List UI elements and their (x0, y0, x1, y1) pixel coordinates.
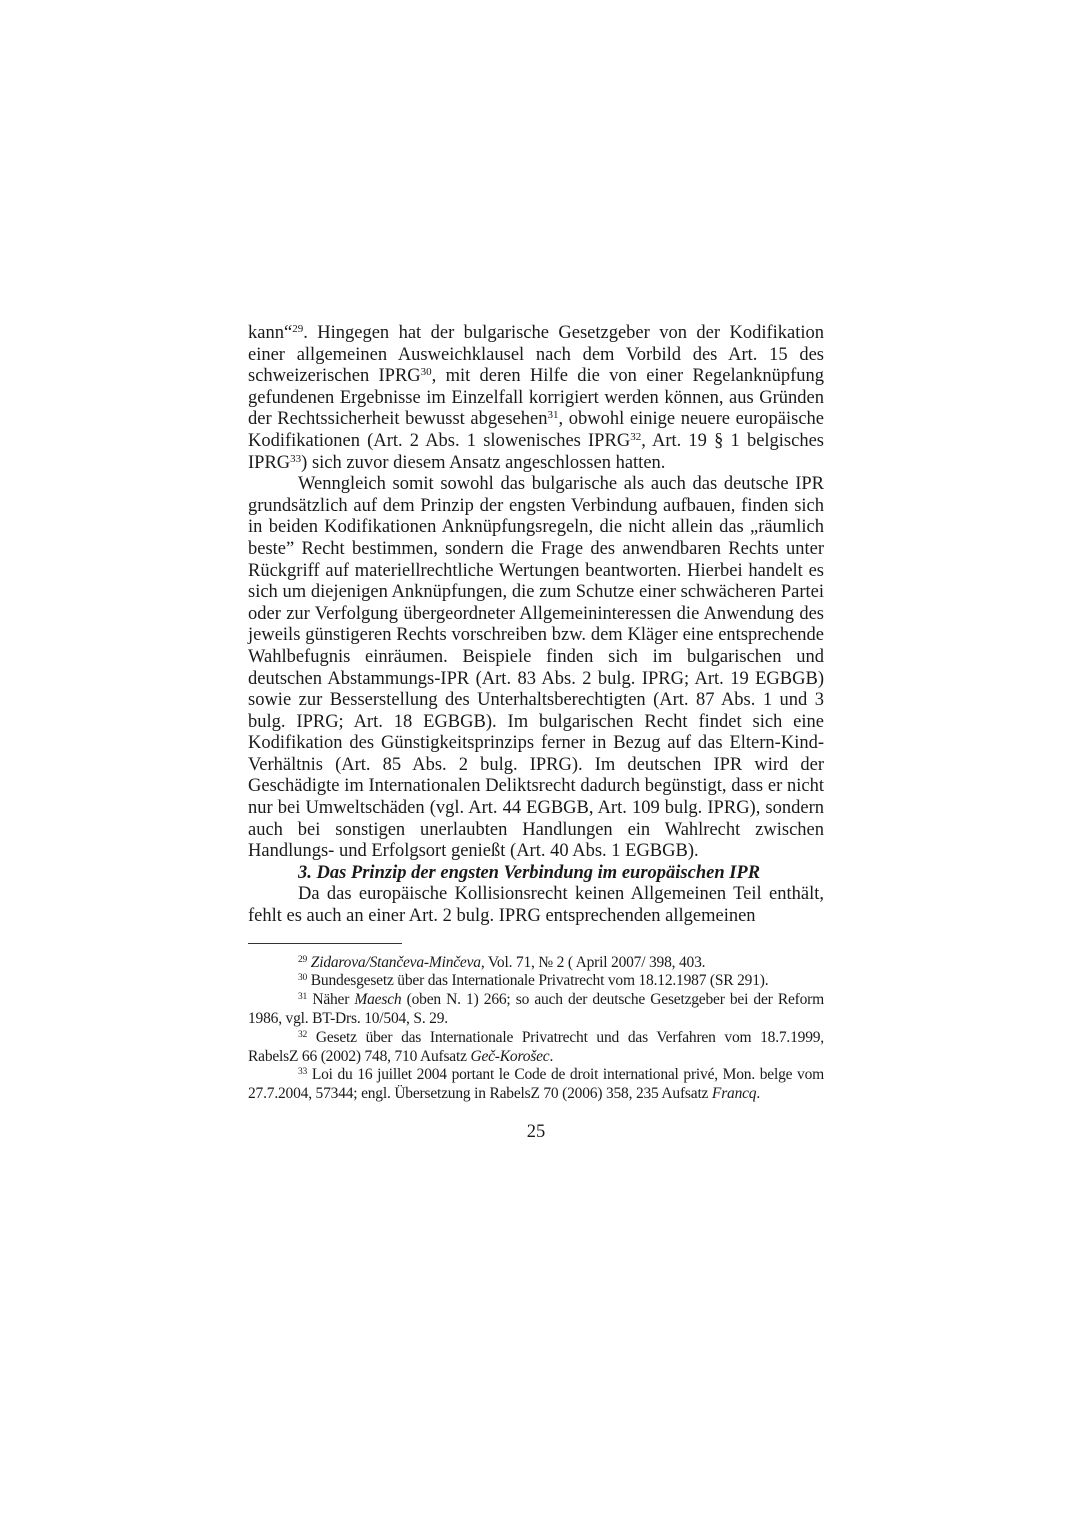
footnote-text: (oben N. 1) 266; so auch der deutsche Gesetzgeber bei der Reform 1986, vgl. BT-Drs. 10/504, S. 29. (248, 991, 824, 1028)
section-heading: 3. Das Prinzip der engsten Verbindung im europäischen IPR (298, 862, 761, 883)
p1-text-f: ) sich zuvor diesem Ansatz angeschlossen hatten. (301, 452, 666, 473)
paragraph-1 (248, 323, 824, 474)
footnote-number: 30 (298, 973, 308, 984)
p1-text-e: , Art. 19 § 1 belgisches IPRG (248, 430, 825, 473)
footnote-32 (248, 1029, 824, 1067)
footnote-ref-29: 29 (292, 323, 304, 335)
page-body (248, 323, 824, 1143)
footnote-31 (248, 991, 824, 1029)
footnote-text: Gesetz über das Internationale Privatrecht und das Verfahren vom 18.7.1999, RabelsZ 66 (2002) 748, 710 Aufsatz (248, 1028, 824, 1065)
footnote-author: Francq (711, 1085, 757, 1103)
footnote-author: Geč-Korošec (470, 1047, 550, 1065)
footnote-number: 32 (298, 1029, 308, 1040)
footnote-text: Loi du 16 juillet 2004 portant le Code de droit international privé, Mon. belge vom 27.7.2004, 57344; engl. Übersetzung in RabelsZ 70 (2006) 358, 235 Aufsatz (248, 1066, 824, 1103)
footnote-text: . (549, 1047, 554, 1065)
p1-text-b: . Hingegen hat der bulgarische Gesetzgeber von der Kodifikation einer allgemeinen Ausweichklausel nach dem Vorbild des Art. 15 des schweizerischen IPRG (248, 323, 824, 387)
p1-text-a: kann“ (248, 323, 293, 343)
paragraph-2: Wenngleich somit sowohl das bulgarische als auch das deutsche IPR grundsätzlich auf dem Prinzip der engsten Verbindung aufbauen, finden sich in beiden Kodifikationen Anknüpfungsregeln, die nicht allein das „räumlich beste” Recht bestimmen, sondern die Frage des anwendbaren Rechts unter Rückgriff auf materiellrechtliche Wertungen beantworten. Hierbei handelt es sich um diejenigen Anknüpfungen, die zum Schutze einer schwächeren Partei oder zur Verfolgung übergeordneter Allgemeininteressen die Anwendung des jeweils günstigeren Rechts vorschreiben bzw. dem Kläger eine entsprechende Wahlbefugnis einräumen. Beispiele finden sich im bulgarischen und deutschen Abstammungs-IPR (Art. 83 Abs. 2 bulg. IPRG; Art. 19 EGBGB) sowie zur Besserstellung des Unterhaltsberechtigten (Art. 87 Abs. 1 und 3 bulg. IPRG; Art. 18 EGBGB). Im bulgarischen Recht findet sich eine Kodifikation des Günstigkeitsprinzips ferner in Bezug auf das Eltern-Kind-Verhältnis (Art. 85 Abs. 2 bulg. IPRG). Im deutschen IPR wird der Geschädigte im Internationalen Deliktsrecht dadurch begünstigt, dass er nicht nur bei Umweltschäden (vgl. Art. 44 EGBGB, Art. 109 bulg. IPRG), sondern auch bei sonstigen unerlaubten Handlungen ein Wahlrecht zwischen Handlungs- und Erfolgsort genießt (Art. 40 Abs. 1 EGBGB). (248, 474, 824, 862)
footnote-ref-30: 30 (420, 366, 432, 379)
p1-text-c: , mit deren Hilfe die von einer Regelanknüpfung gefundenen Ergebnisse im Einzelfall korrigiert werden können, aus Gründen der Rechtssicherheit bewusst abgesehen (248, 366, 824, 430)
footnote-30 (248, 972, 824, 991)
footnote-separator (248, 943, 402, 944)
footnote-text: Bundesgesetz über das Internationale Privatrecht vom 18.12.1987 (SR 291). (310, 972, 769, 990)
paragraph-3: Da das europäische Kollisionsrecht keinen Allgemeinen Teil enthält, fehlt es auch an einer Art. 2 bulg. IPRG entsprechenden allgemeinen (248, 884, 824, 927)
footnote-text: Näher (312, 991, 355, 1009)
footnote-29 (248, 954, 824, 973)
footnote-33 (248, 1066, 824, 1104)
footnote-ref-32: 32 (630, 430, 642, 443)
p1-text-d: , obwohl einige neuere europäische Kodifikationen (Art. 2 Abs. 1 slowenisches IPRG (248, 409, 824, 451)
footnote-text: . (756, 1085, 761, 1103)
page-number: 25 (526, 1122, 546, 1142)
footnote-number: 31 (298, 992, 308, 1003)
footnote-number: 29 (298, 954, 308, 965)
footnote-number: 33 (298, 1067, 308, 1078)
footnote-text: Vol. 71, № 2 ( April 2007/ 398, 403. (484, 953, 706, 971)
footnote-author: Zidarova/Stančeva-Minčeva, (310, 953, 485, 971)
footnote-ref-33: 33 (290, 452, 302, 465)
footnote-author: Maesch (354, 991, 402, 1009)
footnote-ref-31: 31 (547, 409, 559, 422)
